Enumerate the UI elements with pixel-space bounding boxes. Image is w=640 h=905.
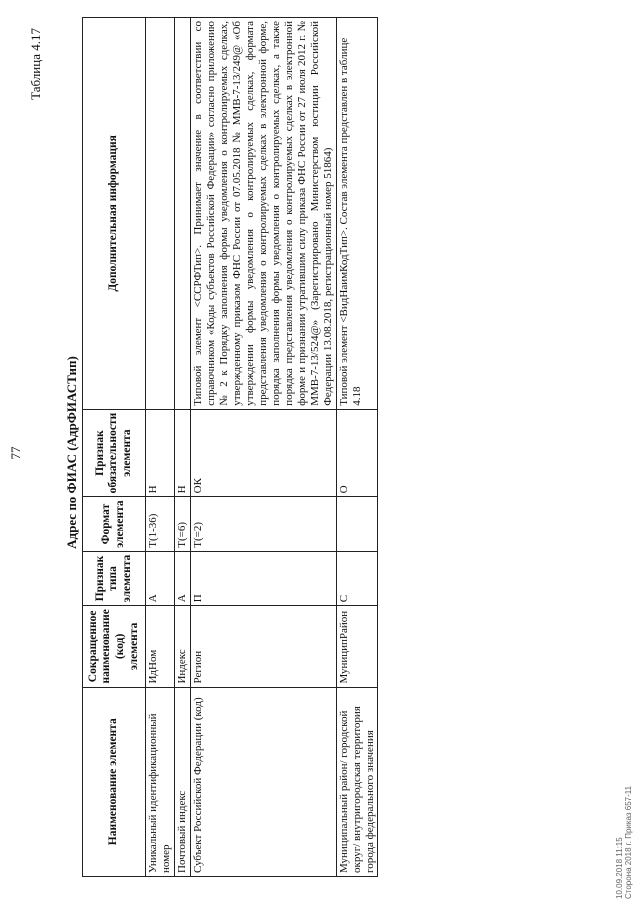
cell-type: П: [190, 551, 336, 605]
table-label: Таблица 4.17: [28, 28, 43, 100]
cell-format: T(1-36): [146, 497, 175, 551]
document-stamp: [615, 786, 634, 899]
stamp-line: Сторона 2018 г. Приказ 657-11: [624, 785, 634, 899]
cell-name: Муниципальный район/ городской округ/ внутригородская территория города федерального значения: [336, 687, 378, 876]
cell-info: [174, 18, 190, 410]
table-row: [190, 18, 336, 877]
stamp-line: 10.09.2018 11:15: [614, 837, 624, 899]
cell-format: [336, 497, 378, 551]
cell-info: Типовой элемент <ССРФТип>. Принимает значение в соответствии со справочником «Коды субъектов Российской Федерации» согласно приложению № 2 к Порядку заполнения формы уведомления о контролируемых сделках, утвержденному приказом ФНС России от 07.05.2018 № ММВ-7-13/249@ «Об утверждении формы уведомления о контролируемых сделках, формата представления уведомления о контролируемых сделках в электронной форме, порядка заполнения формы уведомления о контролируемых сделках, а также порядка представления уведомления о контролируемых сделках в электронной форме и признании утратившим силу приказа ФНС России от 27 июля 2012 г. № ММВ-7-13/524@» (Зарегистрировано Министерством юстиции Российской Федерации 13.08.2018, регистрационный номер 51864): [190, 18, 336, 410]
table-row: [336, 18, 378, 877]
table-row: [174, 18, 190, 877]
fias-address-table: [82, 17, 378, 877]
cell-type: А: [146, 551, 175, 605]
header-type-sign: Признак типа элемента: [83, 551, 146, 605]
table-header-row: [83, 18, 146, 877]
page-number: 77: [8, 446, 23, 460]
header-required-sign: Признак обязательности элемента: [83, 409, 146, 497]
cell-code: МуниципРайон: [336, 606, 378, 687]
cell-required: Н: [146, 409, 175, 497]
header-format: Формат элемента: [83, 497, 146, 551]
cell-info: Типовой элемент <ВидНаимКодТип>. Состав элемента представлен в таблице 4.18: [336, 18, 378, 410]
header-additional-info: Дополнительная информация: [83, 18, 146, 410]
cell-format: T(=6): [174, 497, 190, 551]
cell-required: О: [336, 409, 378, 497]
cell-name: Почтовый индекс: [174, 687, 190, 876]
cell-name: Субъект Российской Федерации (код): [190, 687, 336, 876]
header-short-code: Сокращенное наименование (код) элемента: [83, 606, 146, 687]
cell-code: Регион: [190, 606, 336, 687]
cell-required: ОК: [190, 409, 336, 497]
cell-code: ИдНом: [146, 606, 175, 687]
cell-required: Н: [174, 409, 190, 497]
header-element-name: Наименование элемента: [83, 687, 146, 876]
table-row: [146, 18, 175, 877]
cell-format: T(=2): [190, 497, 336, 551]
table-caption: Адрес по ФИАС (АдрФИАСТип): [64, 356, 79, 549]
cell-name: Уникальный идентификационный номер: [146, 687, 175, 876]
cell-info: [146, 18, 175, 410]
cell-type: А: [174, 551, 190, 605]
cell-type: С: [336, 551, 378, 605]
cell-code: Индекс: [174, 606, 190, 687]
